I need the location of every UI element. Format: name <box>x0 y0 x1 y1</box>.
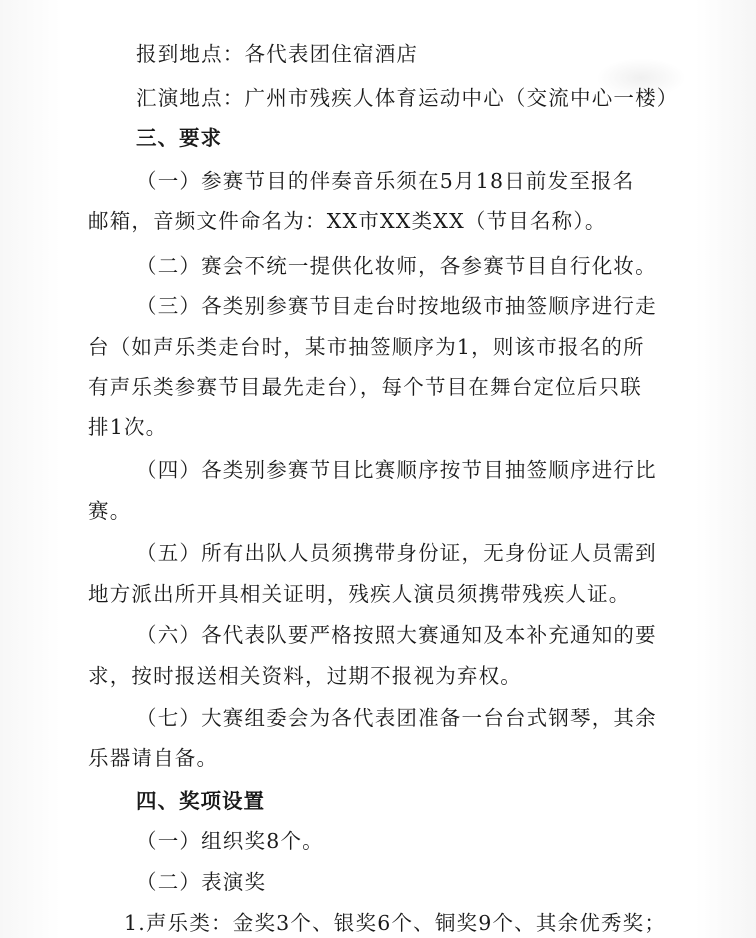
requirement-1-line-1: （一）参赛节目的伴奏音乐须在5月18日前发至报名 <box>136 169 635 193</box>
requirement-3-line-1: （三）各类别参赛节目走台时按地级市抽签顺序进行走 <box>136 294 657 318</box>
requirement-3-line-4: 排1次。 <box>88 415 168 439</box>
requirement-6-line-2: 求，按时报送相关资料，过期不报视为弃权。 <box>88 664 522 688</box>
requirement-4-line-2: 赛。 <box>88 499 132 523</box>
requirement-7-line-2: 乐器请自备。 <box>88 746 219 770</box>
requirement-5-line-2: 地方派出所开具相关证明，残疾人演员须携带残疾人证。 <box>88 582 631 606</box>
requirement-6-line-1: （六）各代表队要严格按照大赛通知及本补充通知的要 <box>136 623 657 647</box>
requirement-1-line-2: 邮箱，音频文件命名为：XX市XX类XX（节目名称）。 <box>88 209 607 233</box>
section-heading-awards: 四、奖项设置 <box>136 789 265 813</box>
requirement-5-line-1: （五）所有出队人员须携带身份证，无身份证人员需到 <box>136 541 657 565</box>
requirement-3-line-2: 台（如声乐类走台时，某市抽签顺序为1，则该市报名的所 <box>88 335 645 359</box>
award-performance-line: （二）表演奖 <box>136 870 267 894</box>
vocal-awards-line: 1.声乐类：金奖3个、银奖6个、铜奖9个、其余优秀奖； <box>124 911 667 935</box>
requirement-3-line-3: 有声乐类参赛节目最先走台），每个节目在舞台定位后只联 <box>88 375 642 399</box>
section-heading-requirements: 三、要求 <box>136 126 222 150</box>
performance-location-line: 汇演地点：广州市残疾人体育运动中心（交流中心一楼） <box>136 86 679 110</box>
requirement-7-line-1: （七）大赛组委会为各代表团准备一台台式钢琴，其余 <box>136 706 657 730</box>
report-location-line: 报到地点：各代表团住宿酒店 <box>136 42 419 66</box>
requirement-2-line: （二）赛会不统一提供化妆师，各参赛节目自行化妆。 <box>136 254 657 278</box>
requirement-4-line-1: （四）各类别参赛节目比赛顺序按节目抽签顺序进行比 <box>136 458 657 482</box>
award-organization-line: （一）组织奖8个。 <box>136 829 324 853</box>
